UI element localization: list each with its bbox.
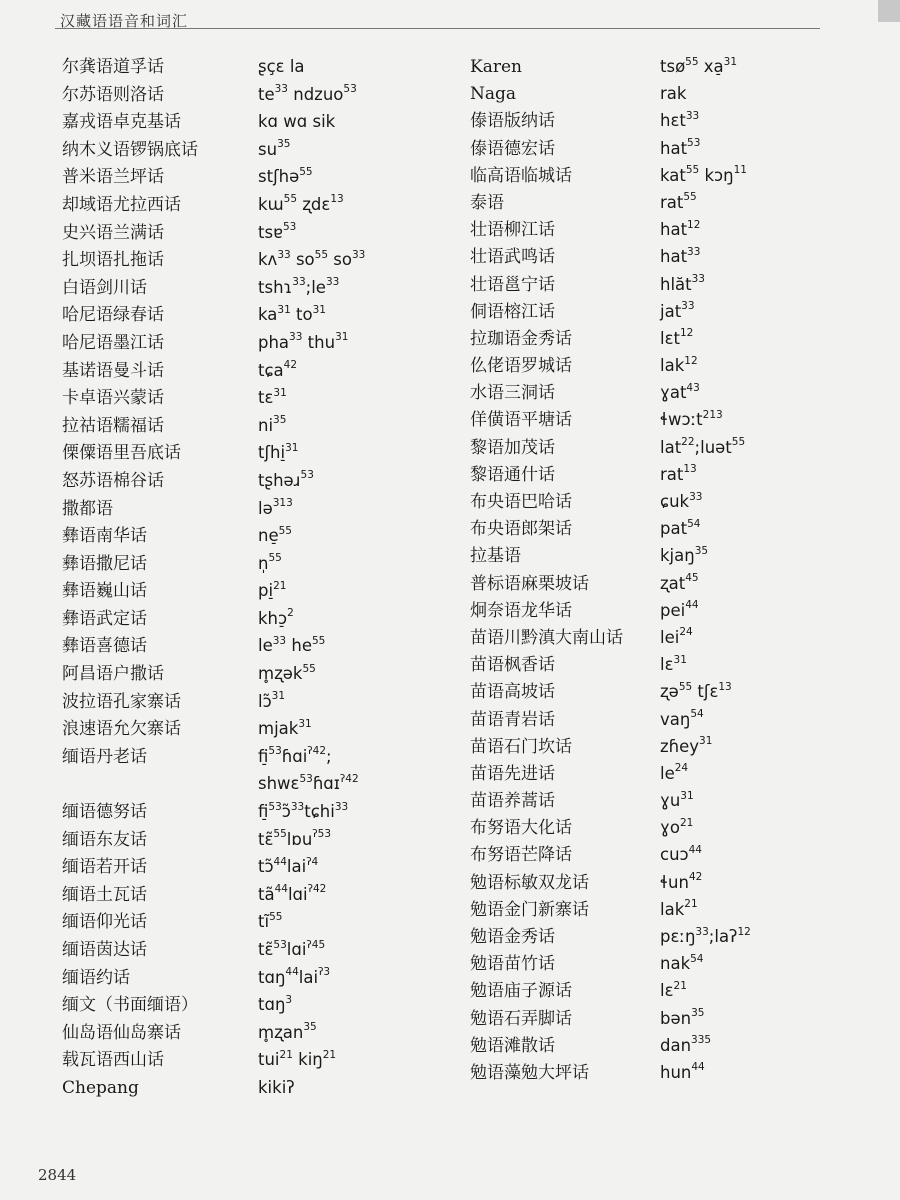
phonetic-form: lə$^{313}$ <box>258 497 293 518</box>
phonetic-form: ne̠$^{55}$ <box>258 524 292 546</box>
language-name: 波拉语孔家寨话 <box>62 691 181 712</box>
phonetic-form: lat$^{22}$;luət$^{55}$ <box>660 436 746 457</box>
entry-row <box>62 524 452 552</box>
language-name: 哈尼语墨江话 <box>62 332 164 353</box>
entry-row <box>470 735 870 762</box>
language-name: 泰语 <box>470 192 504 213</box>
language-name: 尔龚语道孚话 <box>62 57 164 77</box>
phonetic-form: lak$^{21}$ <box>660 898 698 919</box>
entry-row <box>62 497 452 525</box>
phonetic-form: vaŋ$^{54}$ <box>660 708 704 729</box>
entry-row <box>470 490 870 517</box>
phonetic-form: ɣo$^{21}$ <box>660 816 694 838</box>
language-name: 苗语先进话 <box>470 763 555 784</box>
language-name: 苗语石门坎话 <box>470 736 572 757</box>
language-name: 浪速语允欠寨话 <box>62 719 181 740</box>
phonetic-form: $tĩ^{55}$ <box>258 910 283 932</box>
language-name: 拉珈语金秀话 <box>470 328 572 349</box>
phonetic-form: stʃhə$^{55}$ <box>258 165 313 187</box>
phonetic-form: bən$^{35}$ <box>660 1007 705 1028</box>
entry-row <box>62 276 452 304</box>
phonetic-form: ɣu$^{31}$ <box>660 789 694 811</box>
language-name: 拉祜语糯福话 <box>62 415 164 436</box>
language-name: 缅语东友话 <box>62 829 147 850</box>
language-name: 勉语金秀话 <box>470 927 555 947</box>
phonetic-form: $ni^{35}$ <box>258 414 287 435</box>
entry-row <box>470 979 870 1006</box>
phonetic-form: lɛt$^{12}$ <box>660 327 694 348</box>
language-name: 普米语兰坪话 <box>62 167 164 188</box>
entry-row <box>62 221 452 249</box>
entry-row <box>470 925 870 952</box>
page-number: 2844 <box>38 1166 77 1184</box>
entry-row <box>62 414 452 442</box>
entry-row <box>470 1034 870 1061</box>
phonetic-form: lak$^{12}$ <box>660 354 698 376</box>
entry-row <box>470 816 870 843</box>
phonetic-form: ɕuk$^{33}$ <box>660 490 703 511</box>
phonetic-form: pha$^{33}$ thu$^{31}$ <box>258 331 349 352</box>
language-name: Chepang <box>62 1077 139 1098</box>
phonetic-form: zɦey$^{31}$ <box>660 735 713 756</box>
language-name: 缅语约话 <box>62 967 130 988</box>
phonetic-form: lɛ$^{21}$ <box>660 979 687 1001</box>
entry-row <box>470 626 870 653</box>
entry-row <box>62 83 452 111</box>
phonetic-form: tʂhəɹ$^{53}$ <box>258 469 314 490</box>
language-name: 壮语武鸣话 <box>470 247 555 268</box>
language-name: 阿昌语户撒话 <box>62 664 164 685</box>
phonetic-form: kat$^{55}$ kɔŋ$^{11}$ <box>660 164 747 185</box>
language-name: 史兴语兰满话 <box>62 222 164 243</box>
phonetic-form: mjak$^{31}$ <box>258 717 312 739</box>
phonetic-form: shwɛ$^{53}$ɦɑɪ$^{ʔ42}$ <box>258 772 359 794</box>
language-name: 缅语丹老话 <box>62 746 147 767</box>
language-name: 怒苏语棉谷话 <box>62 470 164 491</box>
phonetic-form: tɑŋ$^3$ <box>258 993 293 1015</box>
phonetic-form: rat$^{13}$ <box>660 463 697 484</box>
language-name: 彝语巍山话 <box>62 581 147 602</box>
entry-row <box>62 690 452 718</box>
phonetic-form: lɛ$^{31}$ <box>660 653 687 675</box>
language-name: 傈僳语里吾底话 <box>62 443 181 464</box>
entry-row <box>470 680 870 707</box>
phonetic-form: $le^{33}$ $he^{55}$ <box>258 634 326 656</box>
language-name: 彝语喜德话 <box>62 636 147 657</box>
entry-row <box>62 331 452 359</box>
language-name: 纳木义语锣锅底话 <box>62 139 198 160</box>
entry-row <box>470 572 870 599</box>
phonetic-form: fi̠$^{53}$ɔ̃$^{33}$tɕhi$^{33}$ <box>258 800 349 822</box>
language-name: 彝语武定话 <box>62 608 147 629</box>
entry-row <box>470 191 870 218</box>
language-name: 苗语青岩话 <box>470 709 555 730</box>
entry-row <box>62 441 452 469</box>
entry-row <box>470 109 870 136</box>
phonetic-form: tɔ̃$^{44}$lai$^{ʔ4}$ <box>258 855 319 877</box>
phonetic-form: pi̠$^{21}$ <box>258 579 287 601</box>
entry-row <box>470 408 870 435</box>
entry-row <box>62 359 452 387</box>
entry-row <box>62 855 452 883</box>
entry-row <box>62 772 452 800</box>
entry-row <box>62 993 452 1021</box>
header-rule <box>55 28 820 29</box>
language-name: 苗语高坡话 <box>470 682 555 703</box>
phonetic-form: pei$^{44}$ <box>660 599 699 620</box>
language-name: 布努语芒降话 <box>470 845 572 866</box>
phonetic-form: fi̠$^{53}$ɦɑi$^{ʔ42}$; <box>258 745 332 766</box>
phonetic-form: $ka^{31}$ $to^{31}$ <box>258 303 326 325</box>
phonetic-form: pat$^{54}$ <box>660 517 701 539</box>
entry-row <box>62 138 452 166</box>
language-name: 勉语藻勉大坪话 <box>470 1062 589 1083</box>
language-name: 勉语苗竹话 <box>470 954 555 975</box>
language-name: 临高语临城话 <box>470 165 572 186</box>
language-name: 载瓦语西山话 <box>62 1050 164 1071</box>
language-name: 水语三洞话 <box>470 383 555 404</box>
entry-row <box>62 910 452 938</box>
language-name: 苗语养蒿话 <box>470 791 555 812</box>
language-name: 布央语郎架话 <box>470 519 572 540</box>
phonetic-form: kɑ wɑ sik <box>258 112 336 132</box>
entry-row <box>470 871 870 898</box>
entry-row <box>62 662 452 690</box>
phonetic-form: kikiʔ <box>258 1077 295 1097</box>
language-name: 壮语柳江话 <box>470 220 555 241</box>
phonetic-form: hun$^{44}$ <box>660 1061 705 1082</box>
entry-row <box>470 843 870 870</box>
entry-row <box>470 789 870 816</box>
entry-row <box>470 164 870 191</box>
language-name: 黎语加茂话 <box>470 437 555 458</box>
phonetic-form: tɛ̃$^{55}$lɒu$^{ʔ53}$ <box>258 828 331 849</box>
phonetic-form: cuɔ$^{44}$ <box>660 843 702 865</box>
phonetic-form: ʐat$^{45}$ <box>660 572 699 593</box>
phonetic-form: hɛt$^{33}$ <box>660 109 700 131</box>
phonetic-form: hlăt$^{33}$ <box>660 273 705 294</box>
entry-row <box>62 883 452 911</box>
entry-row <box>62 800 452 828</box>
entry-row <box>470 273 870 300</box>
phonetic-form: hat$^{12}$ <box>660 218 701 240</box>
phonetic-form: $le^{24}$ <box>660 762 689 783</box>
entry-row <box>62 1021 452 1049</box>
language-name: 缅语土瓦话 <box>62 884 147 905</box>
language-name: Naga <box>470 84 517 105</box>
language-name: 白语剑川话 <box>62 277 147 298</box>
phonetic-form: tɕa$^{42}$ <box>258 359 298 380</box>
phonetic-form: $su^{35}$ <box>258 138 291 159</box>
entry-row <box>470 55 870 82</box>
phonetic-form: tɑŋ$^{44}$lai$^{ʔ3}$ <box>258 966 331 987</box>
language-name: 勉语标敏双龙话 <box>470 872 589 893</box>
phonetic-form: ʂçɛ la <box>258 57 305 76</box>
entry-row <box>470 137 870 164</box>
entry-row <box>62 110 452 138</box>
language-name: 缅语仰光话 <box>62 912 147 933</box>
language-name: 布努语大化话 <box>470 818 572 839</box>
phonetic-form: m̥ʐan$^{35}$ <box>258 1021 317 1042</box>
entry-row <box>470 245 870 272</box>
language-name: 彝语南华话 <box>62 526 147 547</box>
entry-row <box>470 436 870 463</box>
language-name: 尔苏语则洛话 <box>62 84 164 105</box>
language-name: 苗语枫香话 <box>470 655 555 676</box>
phonetic-form: hat$^{33}$ <box>660 245 701 267</box>
phonetic-form: kjaŋ$^{35}$ <box>660 544 709 566</box>
entry-row <box>62 579 452 607</box>
entry-row <box>62 303 452 331</box>
entry-row <box>470 463 870 490</box>
language-name: 仫佬语罗城话 <box>470 356 572 377</box>
phonetic-form: $tshɿ^{33};le^{33}$ <box>258 276 340 297</box>
entry-row <box>62 828 452 856</box>
language-name: 缅文（书面缅语） <box>62 995 198 1016</box>
phonetic-form: pɛːŋ$^{33}$;laʔ$^{12}$ <box>660 925 751 946</box>
language-name: 佯僙语平塘话 <box>470 410 572 431</box>
entry-row <box>470 952 870 979</box>
entry-row <box>470 708 870 735</box>
entry-row <box>62 193 452 221</box>
entry-row <box>62 165 452 193</box>
phonetic-form: tʃhi̠$^{31}$ <box>258 441 299 463</box>
phonetic-form: dan$^{335}$ <box>660 1034 712 1055</box>
phonetic-form: tui$^{21}$ kiŋ$^{21}$ <box>258 1048 337 1070</box>
phonetic-form: ʐə$^{55}$ tʃɛ$^{13}$ <box>660 680 732 702</box>
language-name: 缅语若开话 <box>62 857 147 878</box>
phonetic-form: kʌ$^{33}$ $so^{55}$ $so^{33}$ <box>258 248 366 270</box>
entry-row <box>470 517 870 544</box>
language-name: 扎坝语扎拖话 <box>62 250 164 271</box>
entry-row <box>470 653 870 680</box>
phonetic-form: tɛ̃$^{53}$lɑi$^{ʔ45}$ <box>258 938 326 959</box>
language-name: 普标语麻栗坡话 <box>470 573 589 594</box>
language-name: 缅语茵达话 <box>62 940 147 960</box>
entry-row <box>62 938 452 966</box>
language-name: 彝语撒尼话 <box>62 553 147 574</box>
entry-row <box>62 966 452 994</box>
phonetic-form: hat$^{53}$ <box>660 137 701 158</box>
entry-row <box>470 327 870 354</box>
entry-row <box>470 762 870 789</box>
language-name: 炯奈语龙华话 <box>470 600 572 621</box>
entry-row <box>62 717 452 745</box>
language-name: 傣语德宏话 <box>470 138 555 159</box>
entry-row <box>62 1076 452 1104</box>
language-name: 卡卓语兴蒙话 <box>62 388 164 409</box>
phonetic-form: tsø$^{55}$ xa̠$^{31}$ <box>660 55 738 76</box>
language-name: 勉语滩散话 <box>470 1035 555 1056</box>
entry-row <box>470 218 870 245</box>
entry-row <box>62 248 452 276</box>
language-name: 撒都语 <box>62 498 113 519</box>
phonetic-form: kɯ$^{55}$ ʐdɛ$^{13}$ <box>258 193 344 214</box>
right-column <box>470 55 870 1088</box>
phonetic-form: rak <box>660 84 687 104</box>
language-name: 勉语金门新寨话 <box>470 899 589 920</box>
phonetic-form: nak$^{54}$ <box>660 952 704 974</box>
entry-row <box>470 1007 870 1034</box>
language-name: 布央语巴哈话 <box>470 492 572 512</box>
phonetic-form: $tã^{44}lɑi^{ʔ42}$ <box>258 883 327 904</box>
phonetic-form: tsɐ$^{53}$ <box>258 221 297 242</box>
entry-row <box>62 55 452 83</box>
entry-row <box>62 745 452 773</box>
entry-row <box>470 82 870 109</box>
language-name: 缅语德努话 <box>62 802 147 823</box>
entry-row <box>470 898 870 925</box>
entry-row <box>470 300 870 327</box>
language-name: 哈尼语绿春话 <box>62 305 164 326</box>
entry-row <box>62 607 452 635</box>
entry-row <box>62 1048 452 1076</box>
language-name: 勉语石弄脚话 <box>470 1008 572 1029</box>
language-name: 壮语邕宁话 <box>470 274 555 295</box>
language-name: 侗语榕江话 <box>470 301 555 322</box>
language-name: 基诺语曼斗话 <box>62 360 164 381</box>
language-name: 拉基语 <box>470 546 521 567</box>
language-name: 苗语川黔滇大南山话 <box>470 627 623 648</box>
phonetic-form: tɛ$^{31}$ <box>258 386 287 408</box>
phonetic-form: ɣat$^{43}$ <box>660 381 700 403</box>
entry-row <box>470 354 870 381</box>
phonetic-form: n̩$^{55}$ <box>258 552 282 573</box>
entry-row <box>62 634 452 662</box>
entry-row <box>470 599 870 626</box>
page-corner-shadow <box>878 0 900 22</box>
language-name: 傣语版纳话 <box>470 111 555 132</box>
language-name: 却域语尤拉西话 <box>62 194 181 215</box>
language-name: 黎语通什话 <box>470 464 555 485</box>
entry-row <box>470 544 870 571</box>
phonetic-form: lɔ̃$^{31}$ <box>258 690 286 711</box>
entry-row <box>62 386 452 414</box>
phonetic-form: m̥ʐək$^{55}$ <box>258 662 316 684</box>
left-column <box>62 55 452 1104</box>
phonetic-form: ɬwɔːt$^{213}$ <box>660 408 723 430</box>
phonetic-form: lei$^{24}$ <box>660 626 693 647</box>
entry-row <box>62 552 452 580</box>
phonetic-form: khɔ̠$^2$ <box>258 607 294 628</box>
entry-row <box>470 1061 870 1088</box>
phonetic-form: rat$^{55}$ <box>660 191 697 212</box>
phonetic-form: ɬun$^{42}$ <box>660 871 703 892</box>
entry-row <box>470 381 870 408</box>
language-name: 勉语庙子源话 <box>470 981 572 1002</box>
phonetic-form: $te^{33}$ ndzuo$^{53}$ <box>258 83 357 104</box>
phonetic-form: jat$^{33}$ <box>660 300 695 321</box>
running-header: 汉藏语语音和词汇 <box>60 12 189 30</box>
language-name: 嘉戎语卓克基话 <box>62 112 181 133</box>
language-name: Karen <box>470 57 522 77</box>
entry-row <box>62 469 452 497</box>
language-name: 仙岛语仙岛寨话 <box>62 1022 181 1043</box>
